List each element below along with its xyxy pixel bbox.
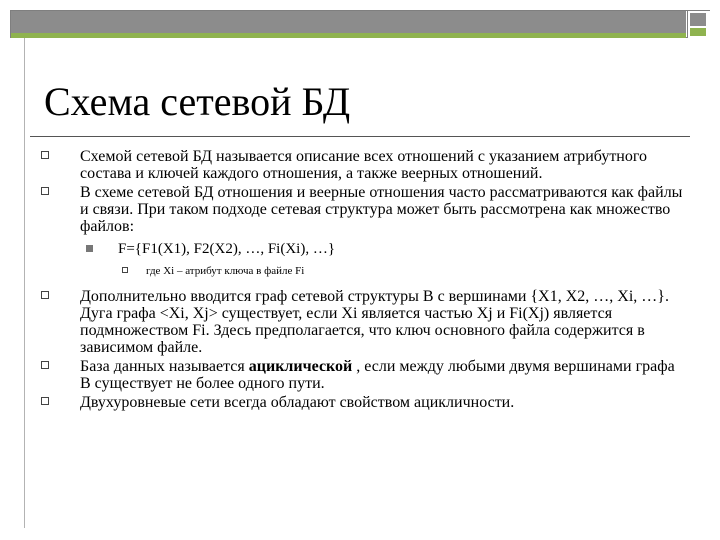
slide-body	[0, 148, 720, 413]
list-item-text: База данных называется ациклической , если между любыми двумя вершинами графа В существует не более одного пути.	[80, 358, 675, 392]
decor-corner-square	[687, 11, 710, 38]
list-item-text: Дополнительно вводится граф сетевой структуры В с вершинами {X1, X2, …, Xi, …}. Дуга графа <Xi, Xj> существует, если Xi является частью Xj и Fi(Xj) является подмножеством Fi. Здесь предполагается, что ключ основного файла содержится в зависимом файле.	[80, 288, 669, 356]
bold-term: ациклической	[248, 358, 353, 375]
square-bullet-icon	[41, 187, 49, 195]
square-bullet-icon	[122, 267, 128, 273]
list-item-text: Схемой сетевой БД называется описание всех отношений с указанием атрибутного состава и ключей каждого отношения, а также веерных отношений.	[80, 148, 648, 182]
square-bullet-icon	[41, 291, 49, 299]
filled-square-bullet-icon	[86, 245, 93, 252]
list-item	[0, 288, 720, 356]
list-item	[0, 184, 720, 235]
list-item	[0, 148, 720, 182]
list-item-text: Двухуровневые сети всегда обладают свойством ацикличности.	[80, 394, 515, 411]
title-divider	[30, 136, 690, 137]
note-text: где Xi – атрибут ключа в файле Fi	[146, 265, 305, 277]
top-decor-band	[10, 10, 710, 38]
square-bullet-icon	[41, 151, 49, 159]
square-bullet-icon	[41, 361, 49, 369]
decor-gray-bar	[11, 11, 686, 33]
slide-title: Схема сетевой БД	[44, 79, 351, 124]
formula-text: F={F1(X1), F2(X2), …, Fi(Xi), …}	[118, 241, 336, 257]
list-item-text: В схеме сетевой БД отношения и веерные отношения часто рассматриваются как файлы и связи. При таком подходе сетевая структура может быть рассмотрена как множество файлов:	[80, 184, 683, 235]
decor-green-bar	[11, 33, 686, 38]
square-bullet-icon	[41, 397, 49, 405]
sub-sub-list-item	[0, 264, 720, 278]
list-item	[0, 358, 720, 392]
list-item	[0, 394, 720, 411]
sub-list-item	[0, 240, 720, 258]
